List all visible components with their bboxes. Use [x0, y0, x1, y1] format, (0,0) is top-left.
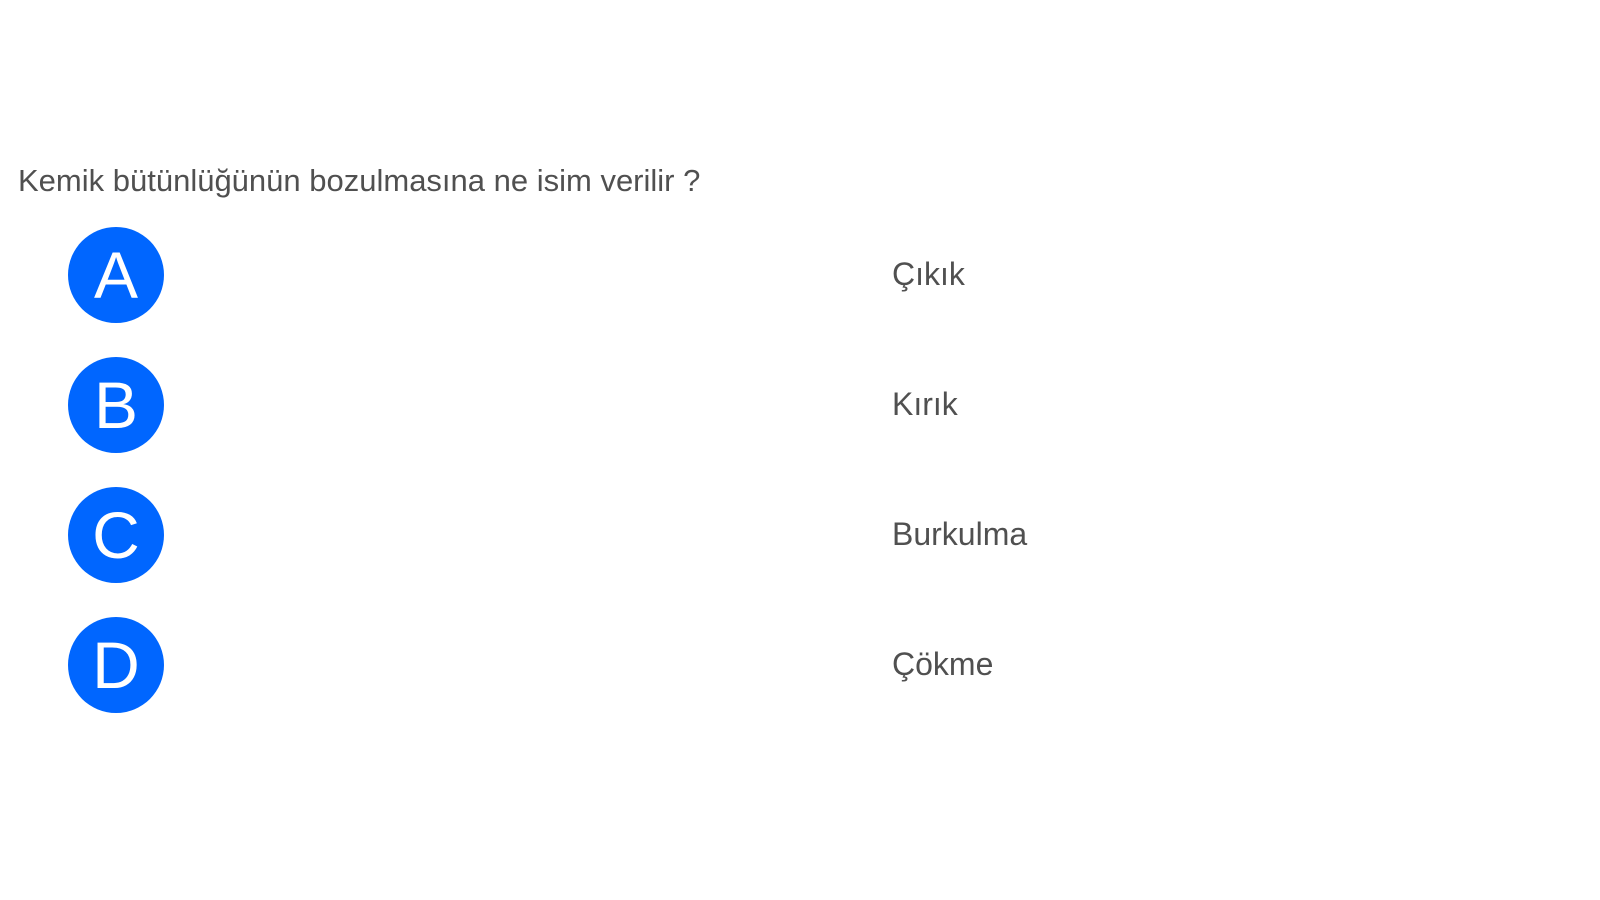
option-d-badge[interactable]: D — [68, 617, 164, 713]
option-b-text[interactable]: Kırık — [892, 386, 958, 422]
option-c-badge[interactable]: C — [68, 487, 164, 583]
option-a-badge[interactable]: A — [68, 227, 164, 323]
option-c-text[interactable]: Burkulma — [892, 516, 1028, 552]
question-text: Kemik bütünlüğünün bozulmasına ne isim verilir ? — [18, 163, 701, 198]
option-a-text[interactable]: Çıkık — [892, 256, 965, 292]
option-d[interactable] — [0, 617, 1600, 713]
option-a[interactable] — [0, 227, 1600, 323]
option-b-badge[interactable]: B — [68, 357, 164, 453]
option-c[interactable] — [0, 487, 1600, 583]
option-b[interactable] — [0, 357, 1600, 453]
option-d-text[interactable]: Çökme — [892, 646, 994, 682]
